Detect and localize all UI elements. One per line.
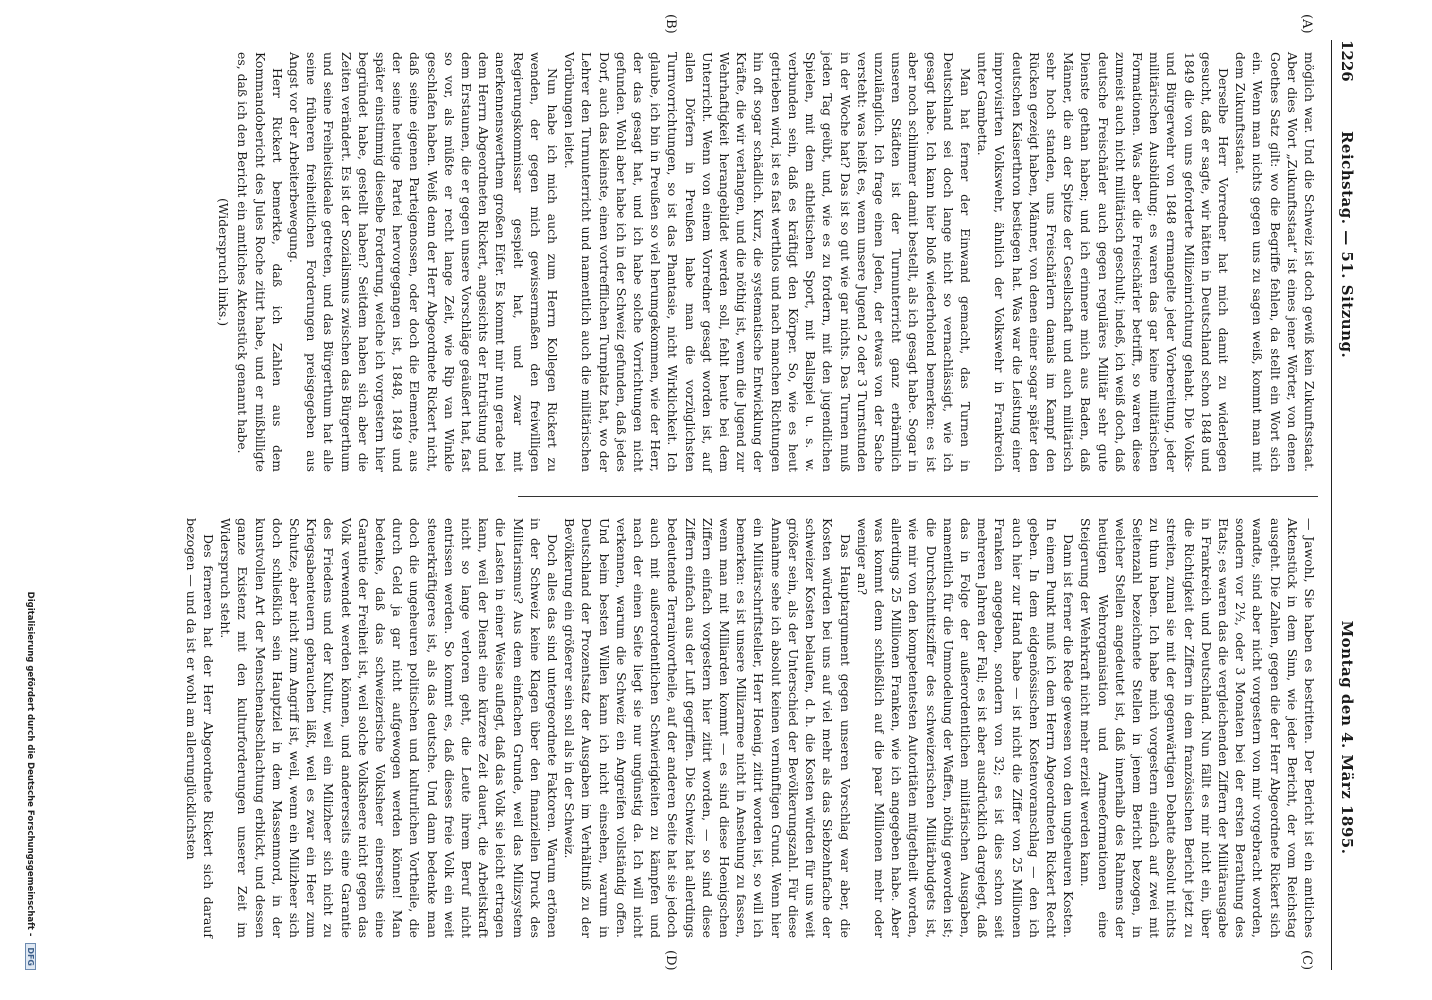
- margin-mark-d: (D): [663, 950, 678, 971]
- left-column: [215, 52, 1318, 472]
- digitization-credit-text: Digitalisierung gefördert durch die Deutsche Forschungsgemeinschaft -: [25, 591, 35, 937]
- paragraph: Des ferneren hat der Herr Abgeordnete Rickert sich darauf bezogen — und da ist er wohl am allerunglücklichsten: [183, 518, 216, 938]
- margin-mark-a: (A): [1299, 14, 1314, 34]
- paragraph: Man hat ferner der Einwand gemacht, das Turnen in Deutschland sei doch lange nicht so vernachlässigt, wie ich gesagt habe. Ich kann hier bloß wiederholend bemerken: es ist aber noch schlimmer damit bestellt, als ich gesagt habe. Sogar in unseren Städten ist der Turnunterricht ganz erbärmlich unzulänglich. Ich frage einen Jeden, der etwas von der Sache versteht: was heißt es, wenn unsere Jugend 2 oder 3 Turnstunden in der Woche hat? Das ist so gut wie gar nichts. Das Turnen muß jeden Tag geübt, und, wie es zu fordern, mit den jugendlichen Spielen, mit dem athletischen Sport, mit Ballspiel u. s. w. verbunden sein, daß es kräftigt den Körper. So, wie es heut getrieben wird, ist es fast werthlos und nach manchen Richtungen hin oft sogar schädlich. Kurz, die systematische Entwicklung der Kräfte, die wir verlangen, und die nöthig ist, wenn die Jugend zur Wehrhaftigkeit herangebildet werden soll, fehlt heute bei dem Unterricht. Wenn von einem Vorredner gesagt worden ist, auf allen Dörfern in Preußen habe man die vorzüglichsten Turnvorrichtungen, so ist das Phantasie, nicht Wirklichkeit. Ich glaube, ich bin in Preußen so viel herumgekommen, wie der Herr, der das gesagt hat, und ich habe solche Vorrichtungen nicht gefunden. Wohl aber habe ich in der Schweiz gefunden, daß jedes Dorf, auch das kleinste, einen vortrefflichen Turnplatz hat, wo der Lehrer den Turnunterricht und namentlich auch die militärischen Vorübungen leitet.: [562, 52, 973, 472]
- paragraph: — Jawohl, Sie haben es bestritten. Der Bericht ist ein amtliches Aktenstück in dem Sinn, wie jeder Bericht, der vom Reichstag ausgeht. Die Zahlen, gegen die der Herr Abgeordnete Rickert sich wandte, sind aber nicht vorgestern von mir vorgebracht worden, sondern vor 2½, oder 3 Monaten bei der ersten Berathung des Etats; es waren das die vergleichenden Ziffern der Militärausgabe in Frankreich und Deutschland. Nun fällt es mir nicht ein, über die Richtigkeit der Ziffern in dem französischen Bericht jetzt zu streiten, zumal sie mit der gegenwärtigen Debatte absolut nichts zu thun haben. Ich habe mich vorgestern einfach auf zwei mit Seitenzahl bezeichnete Stellen in jenem Bericht bezogen, in welcher Stellen angedeutet ist, daß innerhalb des Rahmens der heutigen Wehrorganisation und Armeeformationen eine Steigerung der Wehrkraft nicht mehr erzielt werden kann.: [1078, 518, 1317, 938]
- page-number: 1226: [1338, 40, 1356, 82]
- paragraph: möglich war. Und die Schweiz ist doch gewiß kein Zukunftsstaat. Aber dies Wort „Zukunftsstaat“ ist eines jener Wörter, von denen Goethes Satz gilt: wo die Begriffe fehlen, da stellt ein Wort sich ein. Wenn man nichts gegen uns zu sagen weiß, kommt man mit dem Zukunftsstaat.: [1233, 52, 1317, 472]
- interjection: (Widerspruch links.): [216, 197, 232, 327]
- digitization-credit: [25, 40, 36, 970]
- scanned-page: [10, 0, 1410, 1000]
- session-title: Reichstag. — 51. Sitzung.: [1338, 130, 1356, 359]
- margin-mark-b: (B): [663, 14, 678, 34]
- margin-mark-c: (C): [1299, 950, 1314, 971]
- page-header: [1331, 40, 1358, 970]
- paragraph: Dann ist ferner die Rede gewesen von den ungeheuren Kosten. In einem Punkt muß ich dem Herrn Abgeordneten Rickert Recht geben. In dem eidgenössischen Kostenvoranschlag — den ich auch hier zur Hand habe — ist nicht die Ziffer von 25 Millionen Franken angegeben, sondern von 32; es ist dies schon seit mehreren Jahren der Fall; es ist aber ausdrücklich dargelegt, daß das in Folge der außerordentlichen militärischen Ausgaben, namentlich für die Ummodelung der Waffen, nöthig geworden ist; die Durchschnittsziffer des schweizerischen Militärbudgets ist, wie mir von den kompetentesten Autoritäten mitgetheilt worden, allerdings 25 Millionen Franken, wie ich angegeben habe. Aber was kommt denn schließlich auf die paar Millionen mehr oder weniger an?: [854, 518, 1077, 938]
- paragraph: Doch alles das sind untergeordnete Faktoren. Warum ertönen in der Schweiz keine Klagen über den finanziellen Druck des Militarismus? Aus dem einfachen Grunde, weil das Milizsystem die Lasten in einer Weise auflegt, daß das Volk sie leicht ertragen kann, weil der Dienst eine kürzere Zeit dauert, die Arbeitskraft nicht so lange verloren geht, die Leute ihrem Beruf nicht entrissen werden. So kommt es, daß dieses freie Volk ein weit steuerkräftigeres ist, als das deutsche. Und dann bedenke man doch die ungeheuren politischen und kulturlichen Vortheile, die durch Geld ja gar nicht aufgewogen werden können! Man bedenke, daß das schweizerische Volksheer einerseits eine Garantie der Freiheit ist, weil solche Volksheere nicht gegen das Volk verwendet werden können, und andererseits eine Garantie des Friedens und der Kultur, weil ein Milizheer sich nicht zu Kriegsabenteuern gebrauchen läßt, weil es zwar ein Heer zum Schutze, aber nicht zum Angriff ist, weil, wenn ein Milizheer sich doch schließlich sein Hauptziel in dem Massenmord, in der kunstvollen Art der Menschenabschlachtung erblickt, und dessen ganze Existenz mit den kulturforderungen unserer Zeit im Widerspruch steht.: [218, 518, 561, 938]
- dfg-logo: DFG: [25, 943, 36, 970]
- right-column: [183, 518, 1318, 938]
- paragraph: Derselbe Herr Vorredner hat mich damit zu widerlegen gesucht, daß er sagte, wir hätten in Deutschland schon 1848 und 1849 die von uns geforderte Milizeinrichtung gehabt. Die Volks- und Bürgerwehr von 1848 ermangelte jeder Vorbereitung, jeder militärischen Ausbildung; es waren das gar keine militärischen Formationen. Was aber die Freischärler betrifft, so waren diese zumeist auch nicht militärisch geschult; indeß, ich weiß doch, daß deutsche Freischärler auch gegen reguläres Militär sehr gute Dienste gethan haben; und ich erinnere mich aus Baden, daß Männer, die an der Spitze der Gesellschaft und auch militärisch sehr hoch standen, uns Freischärlern damals im Kampf den Rücken gezeigt haben, Männer, von denen einer sogar später den deutschen Kaiserthron bestiegen hat. Was war die Leistung einer improvisirten Volkswehr, ähnlich der Volkswehr in Frankreich unter Gambetta.: [975, 52, 1231, 472]
- paragraph: Das Hauptargument gegen unseren Vorschlag war aber, die Kosten würden bei uns auf viel mehr als das Siebzehnfache der schweizer Kosten belaufen, d. h. die Kosten würden für uns weit größer sein, als der Unterschied der Bevölkerungszahl. Für diese Annahme sehe ich absolut keinen vernünftigen Grund. Wenn hier ein Militärschriftsteller, Herr Hoenig, zitirt worden ist, so will ich bemerken: es ist unsere Milizarmee nicht in Ansehung zu fassen, wenn man mit Milliarden kommt — es sind diese Hoenigschen Ziffern einfach vorgestern hier zitirt worden, — so sind diese Ziffern einfach aus der Luft gegriffen. Die Schweiz hat allerdings bedeutende Terrainvortheile, auf der anderen Seite hat sie jedoch auch mit außerordentlichen Schwierigkeiten zu kämpfen und nach der einen Seite liegt sie nur ungünstig da. Ich will nicht verkennen, warum die Schweiz ein Angreifen vollständig offen. Und beim besten Willen kann ich nicht einsehen, warum in Deutschland der Prozentsatz der Ausgaben im Verhältniß zu der Bevölkerung ein größerer sein soll als in der Schweiz.: [562, 518, 853, 938]
- session-date: Montag den 4. März 1895.: [1338, 620, 1356, 855]
- paragraph: Herr Rickert bemerkte, daß ich Zahlen aus dem Kommandobericht des Jules Roche zitirt habe, und er mißbilligte es, daß ich den Bericht ein amtliches Aktenstück genannt habe.: [235, 52, 285, 472]
- column-divider: [518, 496, 1318, 497]
- paragraph: Nun habe ich mich auch zum Herrn Kollegen Rickert zu wenden, der gegen mich gewissermaßen den freiwilligen Regierungskommissar gespielt hat, und zwar mit anerkennenswerthem großen Eifer. Es kommt mir nun gerade bei dem Herrn Abgeordneten Rickert, angesichts der Entrüstung und dem Erstaunen, die er gegen unsere Vorschläge geäußert hat, fast so vor, als müßte er recht lange Zeit, wie Rip van Winkle geschlafen haben. Weiß denn der Herr Abgeordnete Rickert nicht, daß seine eigenen Parteigenossen, oder doch die Elemente, aus der seine heutige Partei hervorgegangen ist, 1848, 1849 und später einstimmig dieselbe Forderung, welche ich vorgestern hier begründet habe, gestellt haben? Seitdem haben sich aber die Zeiten verändert. Es ist der Sozialismus zwischen das Bürgerthum und seine Freiheitsideale getreten, und das Bürgerthum hat alle seine früheren freiheitlichen Forderungen preisgegeben aus Angst vor der Arbeiterbewegung.: [287, 52, 561, 472]
